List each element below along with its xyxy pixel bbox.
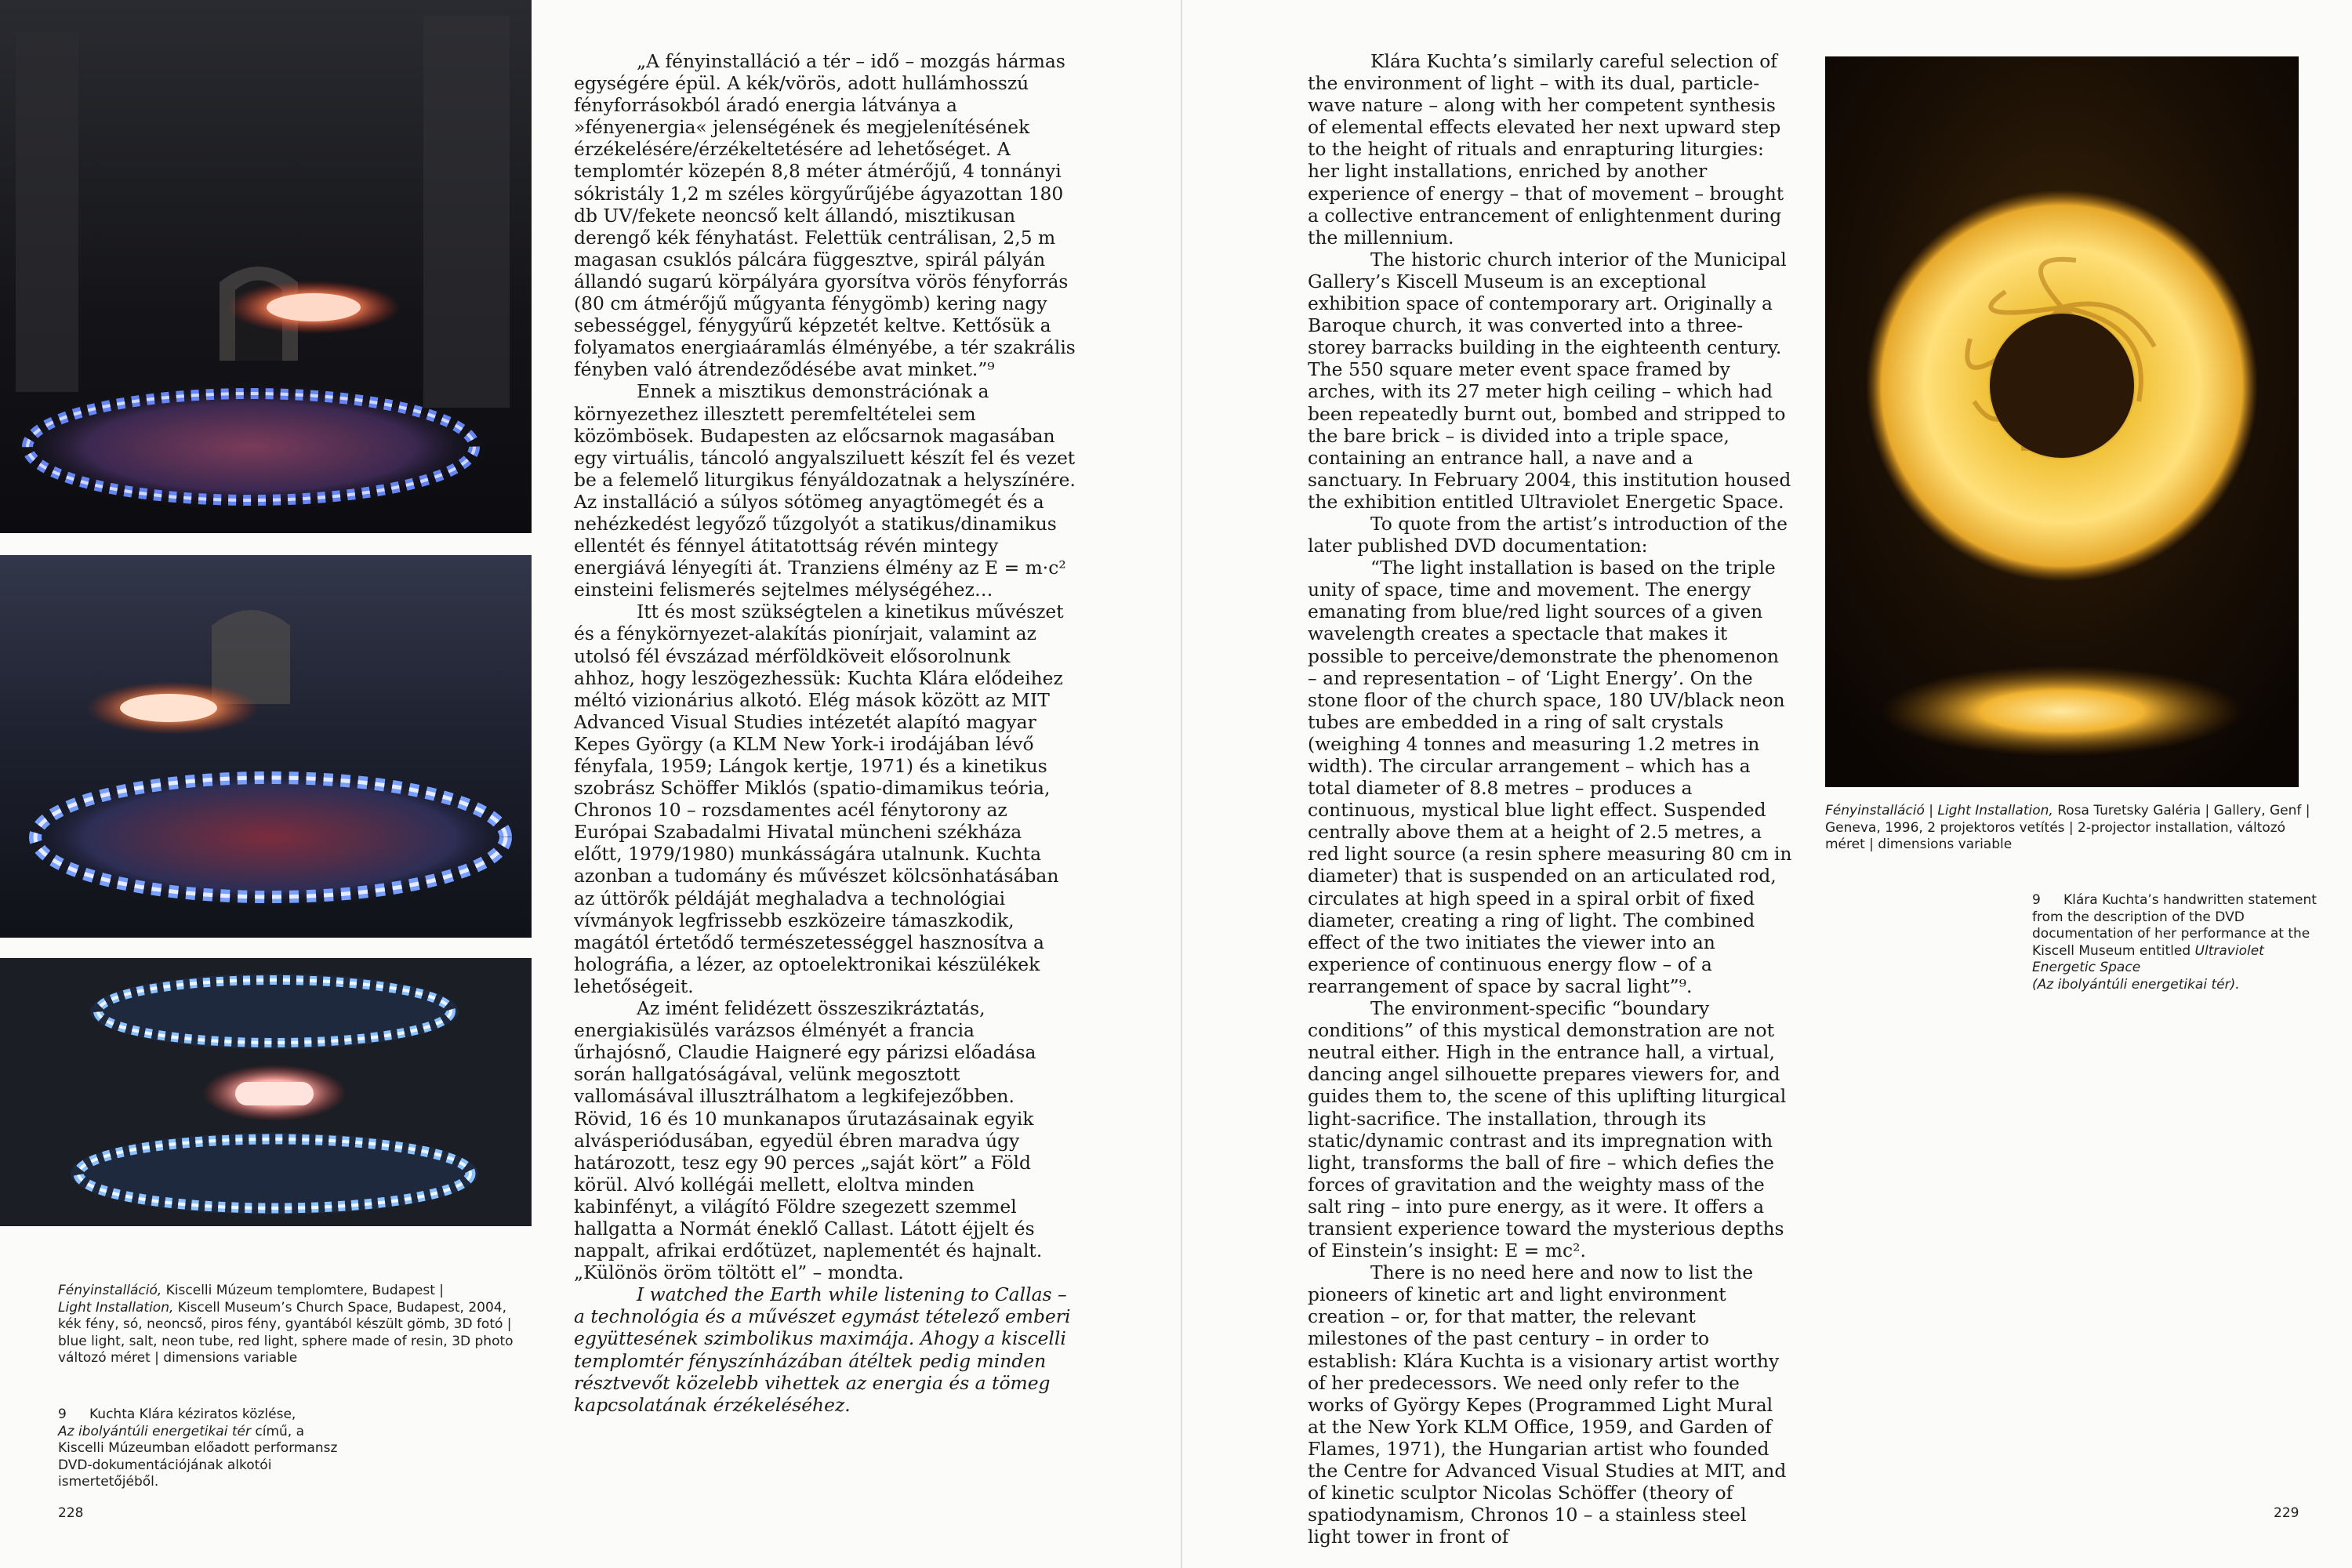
photo-double-ring-orb	[0, 958, 532, 1226]
right-figure-caption: Fényinstalláció | Light Installation, Rosa Turetsky Galéria | Gallery, Genf | Geneva, 1996, 2 projektoros vetítés | 2-projector installation, változó méret | dimensions variable	[1825, 803, 2310, 852]
right-footnote: 9 Klára Kuchta’s handwritten statement from the description of the DVD documentation of her performance at the Kiscell Museum entitled Ultraviolet Energetic Space (Az ibolyántúli energetikai tér).	[2032, 892, 2317, 993]
left-figure-caption: Fényinstalláció, Kiscelli Múzeum templomtere, Budapest | Light Installation, Kiscell Museum’s Church Space, Budapest, 2004, kék fény, só, neoncső, piros fény, gyantából készült gömb, 3D fotó | blue light, salt, neon tube, red light, sphere made of resin, 3D photo változó méret | dimensions variable	[58, 1283, 514, 1366]
paragraph: Itt és most szükségtelen a kinetikus művészet és a fénykörnyezet-alakítás pionírjait, valamint az utolsó fél évszázad mérföldköveit elősorolnunk ahhoz, hogy leszögezhessük: Kuchta Klára elődeihez méltó vizionárius alkotó. Elég mások között az MIT Advanced Visual Studies intézetét alapító magyar Kepes György (a KLM New York-i irodájában lévő fényfala, 1959; Lángok kertje, 1971) és a kinetikus szobrász Schöffer Miklós (spatio-dimamikus teória, Chronos 10 – rozsdamentes acél fénytorony az Európai Szabadalmi Hivatal müncheni székháza előtt, 1979/1980) munkásságára utalnunk. Kuchta azonban a tudomány és művészet kölcsönhatásában az úttörők példáját meghaladva a technológiai vívmányok legfrissebb eszközeire támaszkodik, magától értetődő természetességgel hasznosítva a holográfia, a lézer, az optoelektronikai készülékek lehetőségeit.	[574, 601, 1064, 997]
page-number-right: 229	[2274, 1505, 2299, 1521]
left-footnote: 9 Kuchta Klára kéziratos közlése, Az ibolyántúli energetikai tér című, a Kiscelli Múzeumban előadott performansz DVD-dokumentációjának alkotói ismertetőjéből.	[58, 1406, 338, 1490]
photo-geneva-spiral-light	[1825, 56, 2299, 787]
page-number-left: 228	[58, 1505, 84, 1521]
paragraph: Klára Kuchta’s similarly careful selection of the environment of light – with its dual, particle-wave nature – along with her competent synthesis of elemental effects elevated her next upward step to the height of rituals and enrapturing liturgies: her light installations, enriched by another experience of energy – that of movement – brought a collective entrancement of enlightenment during the millennium.	[1308, 50, 1784, 249]
paragraph: The historic church interior of the Municipal Gallery’s Kiscell Museum is an exceptional exhibition space of contemporary art. Originally a Baroque church, it was converted into a three-storey barracks building in the eighteenth century. The 550 square meter event space framed by arches, with its 27 meter high ceiling – which had been repeatedly burnt out, bombed and stripped to the bare brick – is divided into a triple space, containing an entrance hall, a nave and a sanctuary. In February 2004, this institution housed the exhibition entitled Ultraviolet Energetic Space.	[1308, 248, 1791, 513]
paragraph: To quote from the artist’s introduction of the later published DVD documentation:	[1308, 512, 1788, 557]
paragraph: I watched the Earth while listening to Callas – a technológia és a művészet egymást tételező emberi együttesének szimbolikus maximája. Ahogy a kiscelli templomtér fényszínházában átéltek pedig minden résztvevőt közelebb vihettek az energia és a tömeg kapcsolatának érzékeléséhez.	[574, 1283, 1071, 1416]
paragraph: Ennek a misztikus demonstrációnak a környezethez illesztett peremfeltételei sem közömbösek. Budapesten az előcsarnok magasában egy virtuális, táncoló angyalsziluett készít fel és vezet be a felemelő liturgikus fényáldozatnak a helyszínére. Az installáció a súlyos sótömeg anyagtömegét és a nehézkedést legyőző tűzgolyót a statikus/dinamikus ellentét és fénnyel átitatottság révén mintegy energiává lényegíti át. Tranziens élmény az E = m·c² einsteini felismerés sejtelmes mélységéhez…	[574, 380, 1076, 601]
paragraph: Az imént felidézett összeszikráztatás, energiakisülés varázsos élményét a francia űrhajósnő, Claudie Haigneré egy párizsi előadása során hallgatóságával, velünk megosztott vallomásával illusztrálhatom a legkifejezőbben. Rövid, 16 és 10 munkanapos űrutazásainak egyik alvásperiódusában, egyedül ébren maradva úgy határozott, tesz egy 90 perces „saját kört” a Föld körül. Alvó kollégái mellett, eloltva minden kabinfényt, a világító Földre szegezett szemmel hallgatta a Normát éneklő Callast. Látott éjjelt és nappalt, afrikai erdőtüzet, naplementét és hajnalt. „Különös öröm töltött el” – mondta.	[574, 997, 1043, 1284]
paragraph: There is no need here and now to list the pioneers of kinetic art and light environment creation – or, for that matter, the relevant milestones of the past century – in order to establish: Klára Kuchta is a visionary artist worthy of her predecessors. We need only refer to the works of György Kepes (Programmed Light Mural at the New York KLM Office, 1959, and Garden of Flames, 1971), the Hungarian artist who founded the Centre for Advanced Visual Studies at MIT, and of kinetic sculptor Nicolas Schöffer (theory of spatiodynamism, Chronos 10 – a stainless steel light tower in front of	[1308, 1261, 1787, 1548]
photo-blue-ring-red-light	[0, 555, 532, 938]
paragraph: “The light installation is based on the triple unity of space, time and movement. The energy emanating from blue/red light sources of a given wavelength creates a spectacle that makes it possible to perceive/demonstrate the phenomenon – and representation – of ‘Light Energy’. On the stone floor of the church space, 180 UV/black neon tubes are embedded in a ring of salt crystals (weighing 4 tonnes and measuring 1.2 metres in width). The circular arrangement – which has a total diameter of 8.8 metres – produces a continuous, mystical blue light effect. Suspended centrally above them at a height of 2.5 metres, a red light source (a resin sphere measuring 80 cm in diameter) that is suspended on an articulated rod, circulates at high speed in a spiral orbit of fixed diameter, creating a ring of light. The combined effect of the two initiates the viewer into an experience of continuous energy flow – of a rearrangement of space by sacral light”⁹.	[1308, 557, 1792, 997]
right-body-text	[1308, 50, 1794, 1548]
paragraph: „A fényinstalláció a tér – idő – mozgás hármas egységére épül. A kék/vörös, adott hullámhosszú fényforrásokból áradó energia látványa a »fényenergia« jelenségének és megjelenítésének érzékelésére/érzékeltetésére ad lehetőséget. A templomtér közepén 8,8 méter átmérőjű, 4 tonnányi sókristály 1,2 m széles körgyűrűjébe ágyazottan 180 db UV/fekete neoncső kelt állandó, misztikusan derengő kék fényhatást. Felettük centrálisan, 2,5 m magasan csuklós pálcára függesztve, spirál pályán állandó sugarú körpályára gyorsítva vörös fényforrás (80 cm átmérőjű műgyanta fénygömb) kering nagy sebességgel, fénygyűrű képzetét keltve. Kettősük a folyamatos energiaáramlás élményébe, a tér szakrális fényben való átrendeződésébe avat minket.”⁹	[574, 50, 1076, 381]
paragraph: The environment-specific “boundary conditions” of this mystical demonstration are not neutral either. High in the entrance hall, a virtual, dancing angel silhouette prepares viewers for, and guides them to, the scene of this uplifting liturgical light-sacrifice. The installation, through its static/dynamic contrast and its impregnation with light, transforms the ball of fire – which defies the forces of gravitation and the weighty mass of the salt ring – into pure energy, as it were. It offers a transient experience toward the mysterious depths of Einstein’s insight: E = mc².	[1308, 997, 1787, 1262]
page-gutter	[1181, 0, 1182, 1568]
photo-kiscell-church-interior	[0, 0, 532, 533]
left-body-text	[574, 50, 1076, 1416]
